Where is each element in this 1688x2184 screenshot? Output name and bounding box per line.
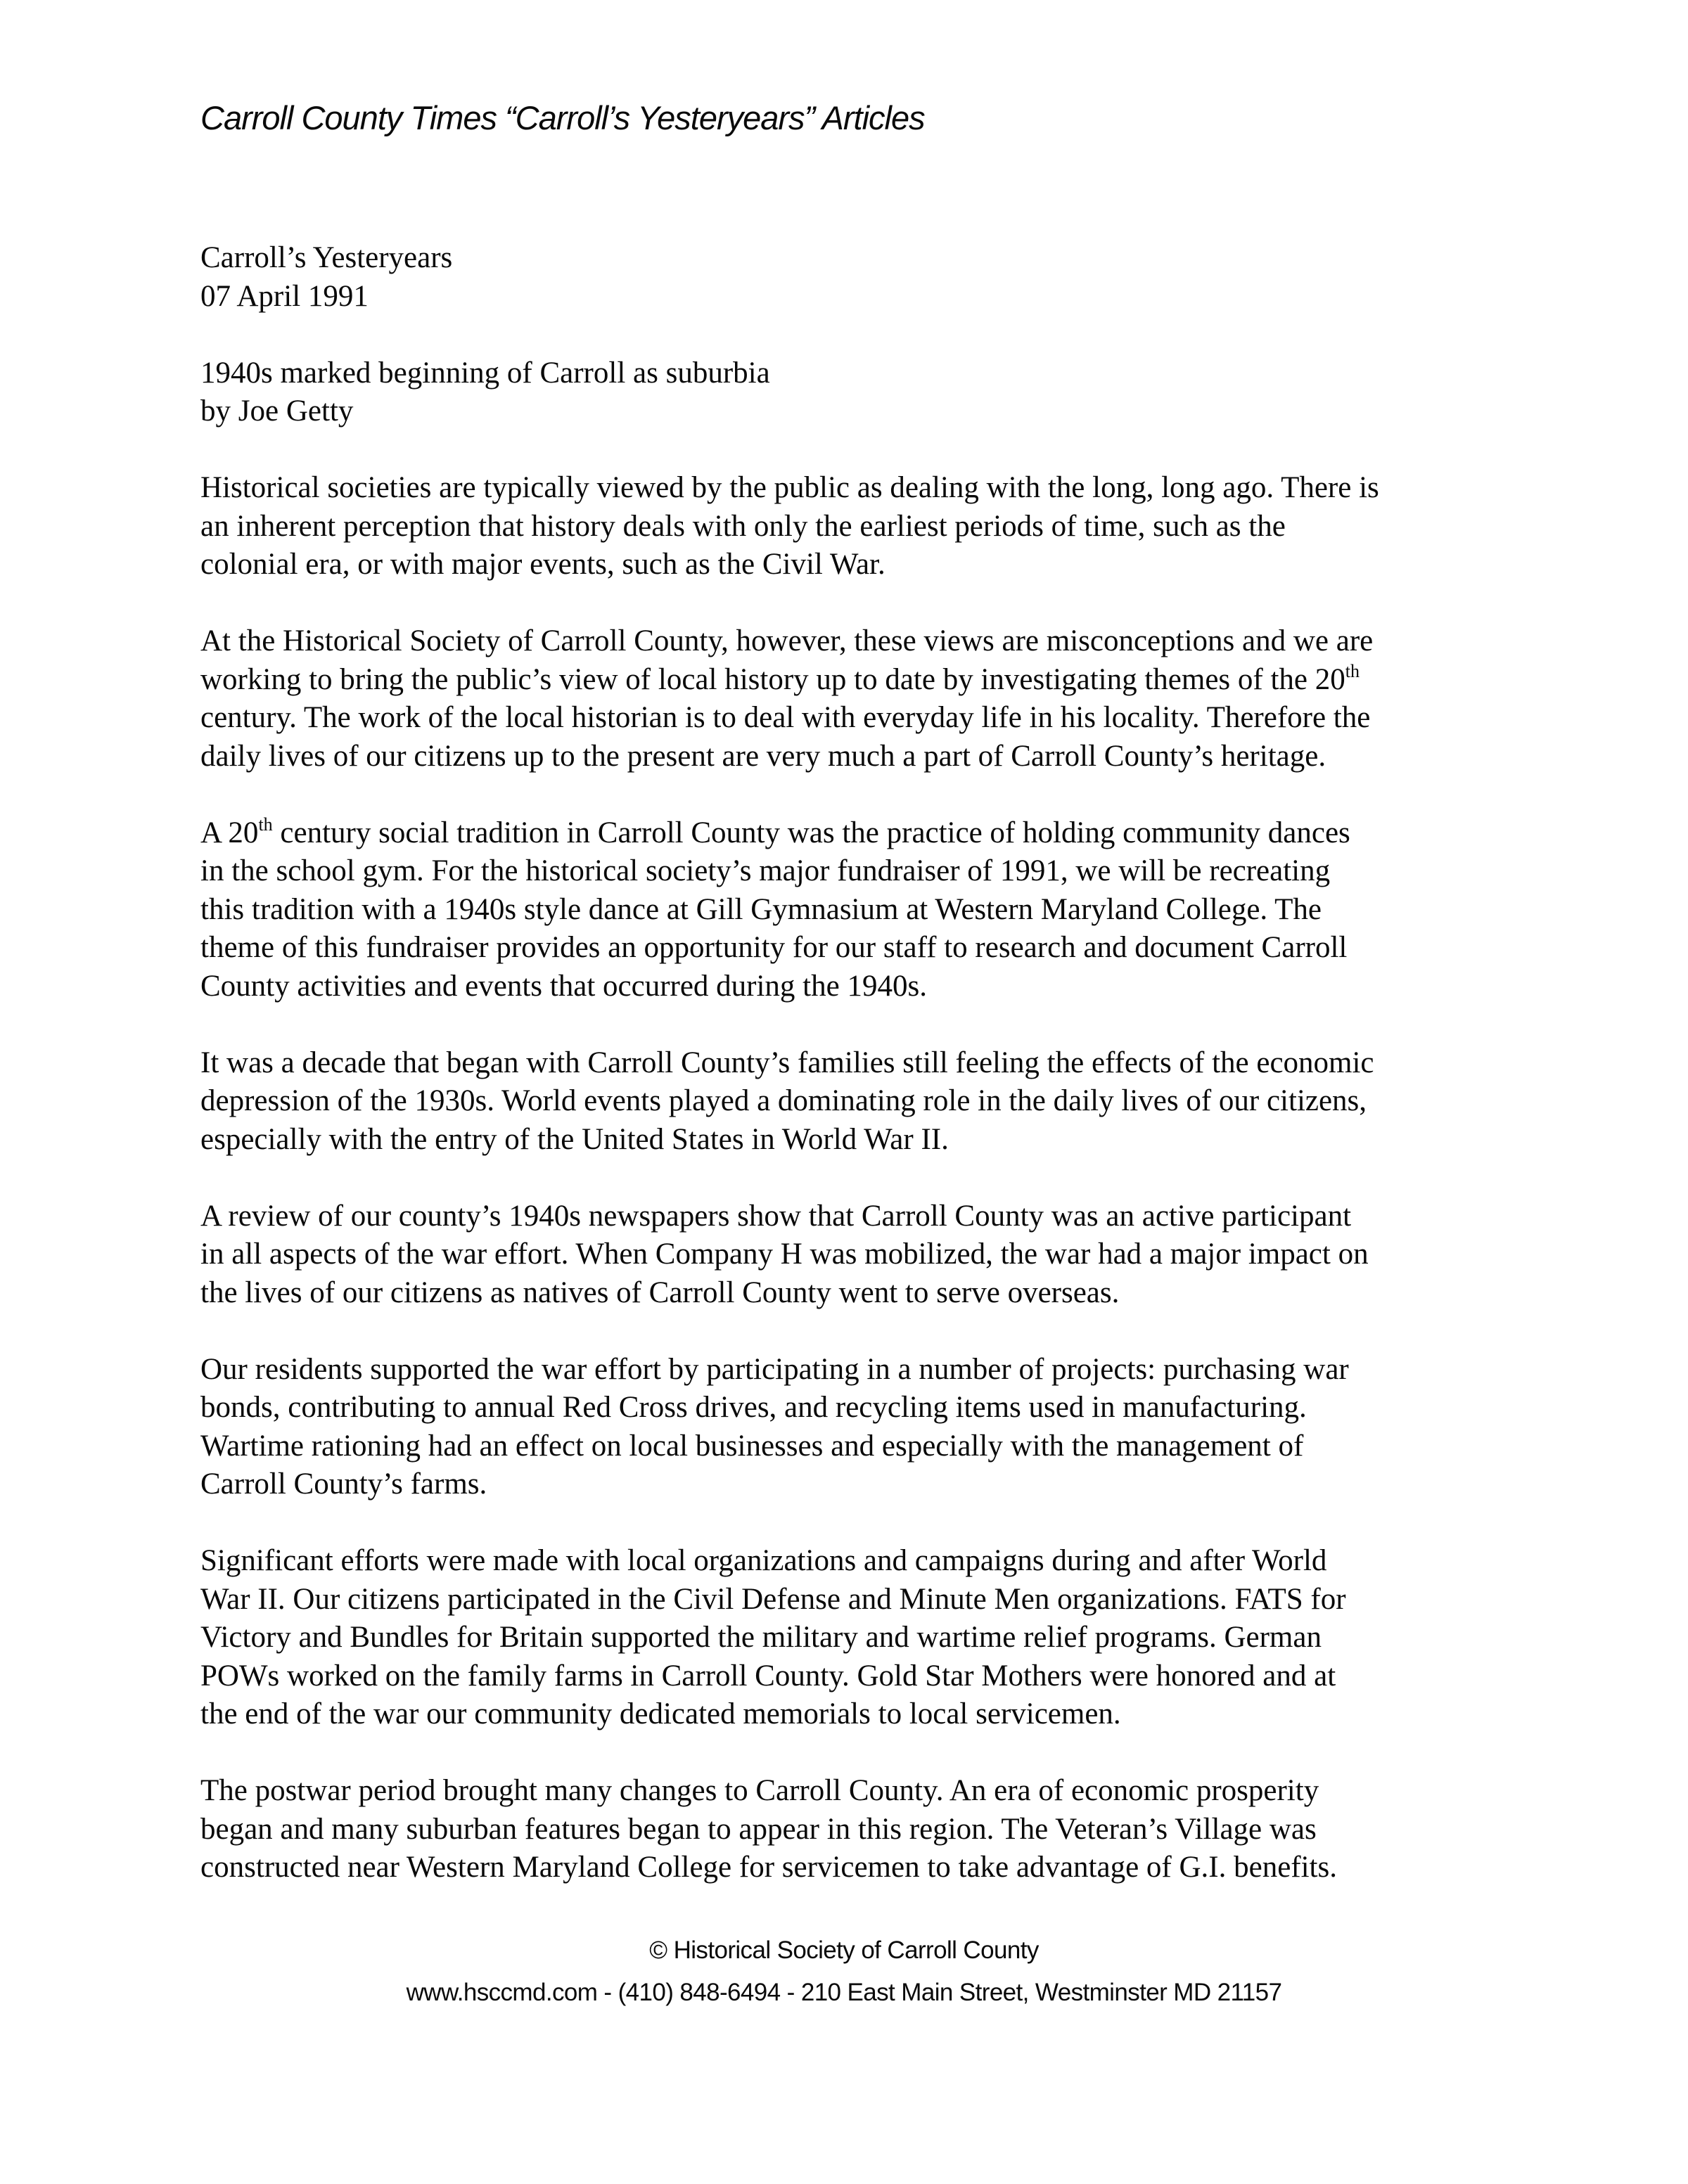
paragraph-4 — [200, 1044, 1537, 1160]
spacer — [200, 1312, 1537, 1351]
paragraph-line: Significant efforts were made with local organizations and campaigns during and after World — [200, 1544, 1327, 1577]
paragraph-line: A review of our county’s 1940s newspapers show that Carroll County was an active participant — [200, 1199, 1352, 1233]
paragraph-8 — [200, 1772, 1537, 1887]
ordinal-superscript: th — [1345, 660, 1360, 681]
paragraph-line: County activities and events that occurred during the 1940s. — [200, 969, 927, 1003]
spacer — [200, 1734, 1537, 1773]
paragraph-7 — [200, 1542, 1537, 1734]
article-byline: by Joe Getty — [200, 394, 354, 428]
paragraph-line: the end of the war our community dedicated memorials to local servicemen. — [200, 1697, 1121, 1730]
paragraph-line: constructed near Western Maryland College for servicemen to take advantage of G.I. benefits. — [200, 1851, 1337, 1884]
paragraph-line: in all aspects of the war effort. When Company H was mobilized, the war had a major impact on — [200, 1238, 1369, 1271]
paragraph-line: colonial era, or with major events, such as the Civil War. — [200, 548, 885, 581]
paragraph-line: the lives of our citizens as natives of Carroll County went to serve overseas. — [200, 1276, 1120, 1309]
paragraph-line: depression of the 1930s. World events played a dominating role in the daily lives of our citizens, — [200, 1084, 1367, 1117]
column-name: Carroll’s Yesteryears — [200, 241, 453, 274]
paragraph-line: century. The work of the local historian is to deal with everyday life in his locality. Therefore the — [200, 701, 1371, 734]
paragraph-3 — [200, 814, 1537, 1006]
spacer — [200, 1159, 1537, 1197]
paragraph-6 — [200, 1351, 1537, 1504]
paragraph-line: POWs worked on the family farms in Carroll County. Gold Star Mothers were honored and at — [200, 1659, 1336, 1692]
paragraph-line: especially with the entry of the United States in World War II. — [200, 1122, 949, 1156]
paragraph-line: theme of this fundraiser provides an opportunity for our staff to research and document Carroll — [200, 931, 1348, 964]
paragraph-line: It was a decade that began with Carroll County’s families still feeling the effects of the economic — [200, 1046, 1374, 1079]
paragraph-line: Historical societies are typically viewed by the public as dealing with the long, long ago. There is — [200, 471, 1379, 504]
paragraph-line — [200, 661, 1537, 700]
line-text: working to bring the public’s view of local history up to date by investigating themes of the 20 — [200, 662, 1345, 696]
article-body — [200, 239, 1537, 1887]
paragraph-line: War II. Our citizens participated in the Civil Defense and Minute Men organizations. FATS for — [200, 1582, 1346, 1616]
paragraph-line: Victory and Bundles for Britain supported the military and wartime relief programs. German — [200, 1621, 1322, 1654]
paragraph-line: in the school gym. For the historical society’s major fundraiser of 1991, we will be recreating — [200, 854, 1331, 887]
paragraph-line — [200, 814, 1537, 853]
article-headline: 1940s marked beginning of Carroll as suburbia — [200, 356, 770, 390]
paragraph-line: daily lives of our citizens up to the present are very much a part of Carroll County’s heritage. — [200, 739, 1326, 773]
spacer — [200, 1504, 1537, 1543]
spacer — [200, 584, 1537, 623]
spacer — [200, 316, 1537, 354]
spacer — [200, 431, 1537, 470]
page-header-title: Carroll County Times “Carroll’s Yesteryears” Articles — [200, 99, 925, 136]
paragraph-line: Wartime rationing had an effect on local businesses and especially with the management of — [200, 1429, 1304, 1463]
paragraph-1 — [200, 469, 1537, 584]
paragraph-2 — [200, 622, 1537, 776]
paragraph-line: began and many suburban features began to appear in this region. The Veteran’s Village was — [200, 1812, 1317, 1846]
paragraph-line: The postwar period brought many changes to Carroll County. An era of economic prosperity — [200, 1774, 1319, 1807]
paragraph-line: Our residents supported the war effort by participating in a number of projects: purchasing war — [200, 1352, 1349, 1386]
paragraph-line: Carroll County’s farms. — [200, 1467, 487, 1501]
footer-contact: www.hsccmd.com - (410) 848-6494 - 210 East Main Street, Westminster MD 21157 — [406, 1979, 1282, 2006]
line-text: century social tradition in Carroll County was the practice of holding community dances — [272, 816, 1350, 849]
article-date: 07 April 1991 — [200, 279, 369, 313]
paragraph-line: an inherent perception that history deals with only the earliest periods of time, such as the — [200, 509, 1286, 543]
paragraph-line: this tradition with a 1940s style dance at Gill Gymnasium at Western Maryland College. The — [200, 892, 1322, 926]
paragraph-line: At the Historical Society of Carroll County, however, these views are misconceptions and we are — [200, 624, 1374, 657]
paragraph-line: bonds, contributing to annual Red Cross drives, and recycling items used in manufacturing. — [200, 1391, 1307, 1424]
paragraph-5 — [200, 1197, 1537, 1313]
line-text: A 20 — [200, 816, 259, 849]
spacer — [200, 776, 1537, 814]
ordinal-superscript: th — [258, 814, 273, 835]
spacer — [200, 1006, 1537, 1044]
footer-copyright: © Historical Society of Carroll County — [649, 1936, 1039, 1964]
